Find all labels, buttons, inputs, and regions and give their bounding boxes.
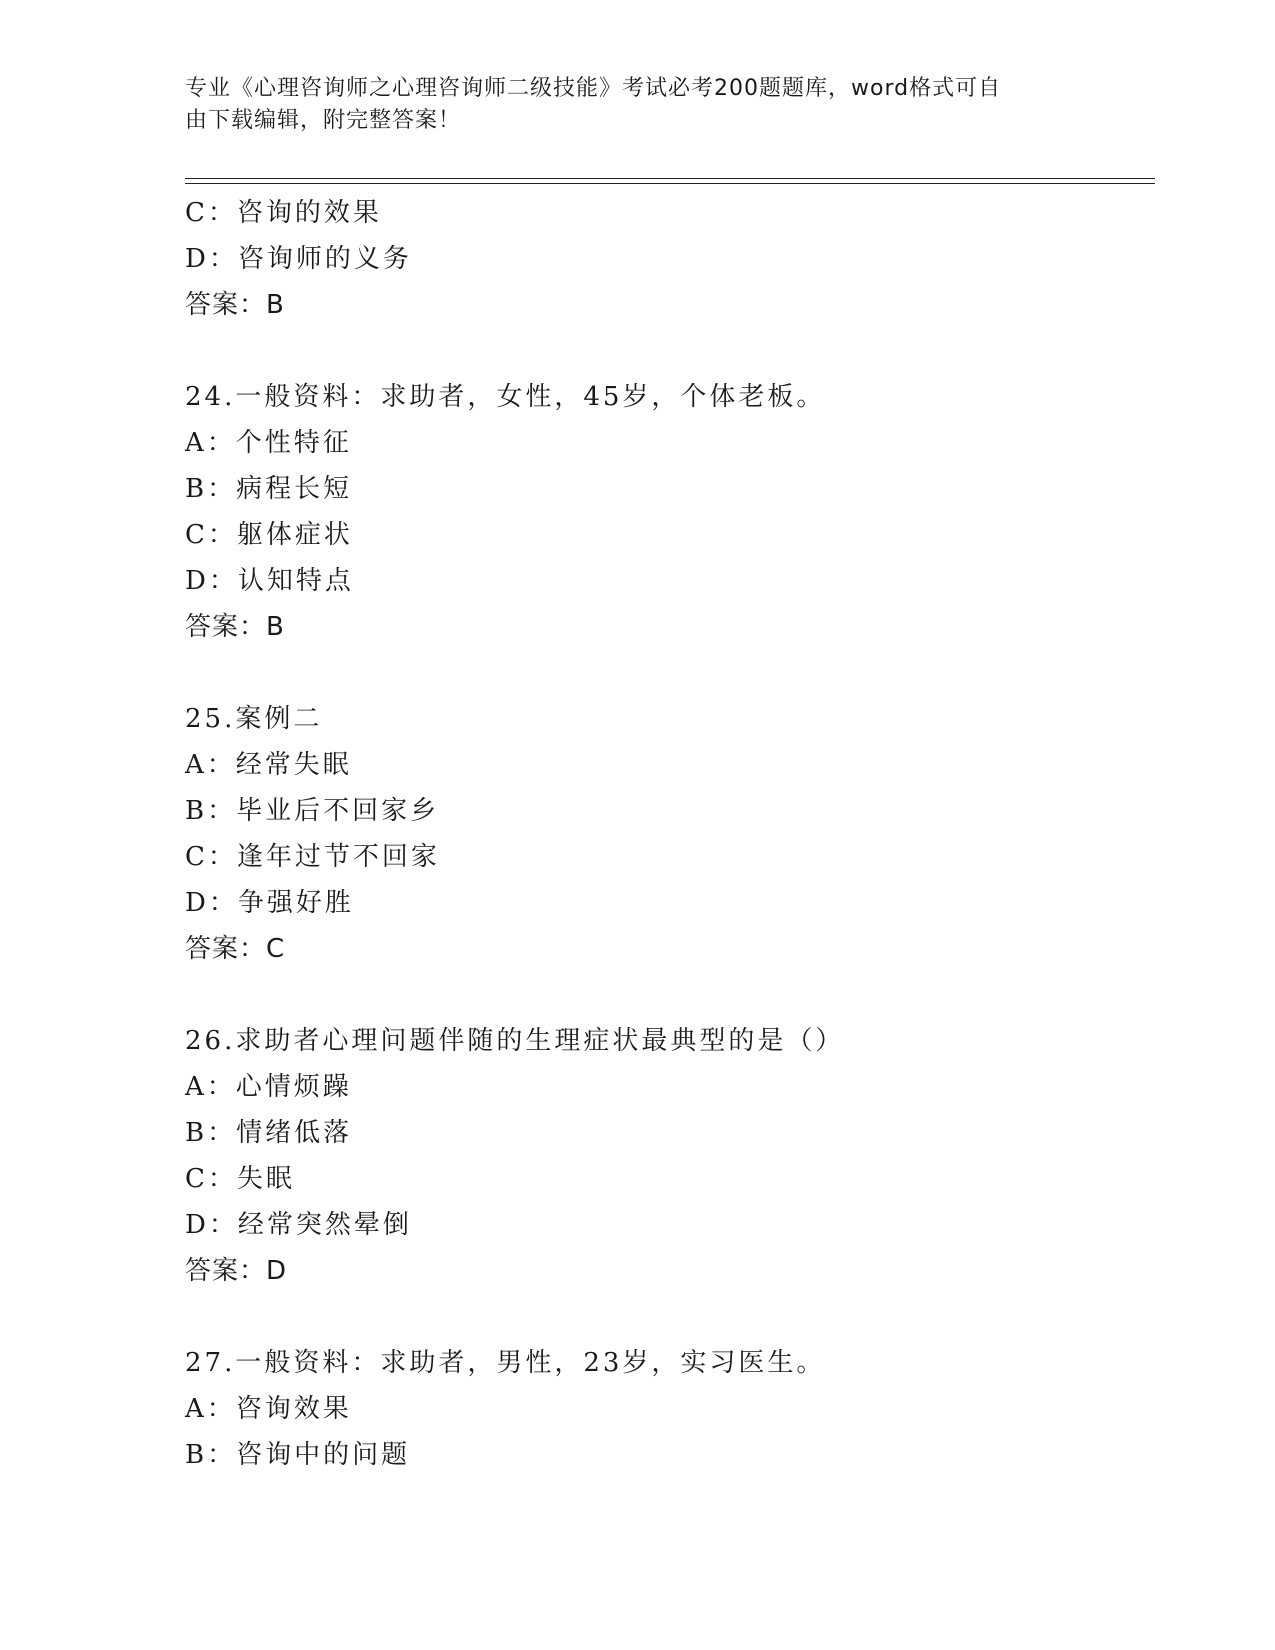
- header-divider-bottom: [185, 183, 1155, 184]
- option-a: A：个性特征: [185, 428, 352, 458]
- question-25: [185, 696, 1145, 972]
- option-c: C：失眠: [185, 1164, 295, 1194]
- option-a: A：经常失眠: [185, 750, 352, 780]
- option-a: A：心情烦躁: [185, 1072, 352, 1102]
- answer: 答案：B: [185, 612, 285, 642]
- question-23-continued: [185, 190, 1145, 328]
- document-header: [185, 73, 1065, 137]
- question-list: [185, 190, 1145, 1478]
- question-stem: 27.一般资料：求助者，男性，23岁，实习医生。: [185, 1348, 826, 1378]
- option-d: D：争强好胜: [185, 888, 354, 918]
- question-24: [185, 374, 1145, 650]
- question-stem: 26.求助者心理问题伴随的生理症状最典型的是（）: [185, 1026, 845, 1056]
- answer: 答案：C: [185, 934, 286, 964]
- answer: 答案：D: [185, 1256, 288, 1286]
- option-d: D：经常突然晕倒: [185, 1210, 412, 1240]
- option-c: C：咨询的效果: [185, 198, 382, 228]
- header-divider-top: [185, 178, 1155, 179]
- option-d: D：咨询师的义务: [185, 244, 412, 274]
- question-stem: 25.案例二: [185, 704, 323, 734]
- answer: 答案：B: [185, 290, 285, 320]
- option-c: C：躯体症状: [185, 520, 353, 550]
- header-line-1: 专业《心理咨询师之心理咨询师二级技能》考试必考200题题库，word格式可自: [185, 76, 1002, 101]
- option-c: C：逢年过节不回家: [185, 842, 440, 872]
- option-b: B：病程长短: [185, 474, 353, 504]
- option-a: A：咨询效果: [185, 1394, 352, 1424]
- option-b: B：毕业后不回家乡: [185, 796, 440, 826]
- header-line-2: 由下载编辑，附完整答案！: [185, 108, 462, 133]
- option-d: D：认知特点: [185, 566, 354, 596]
- question-27: [185, 1340, 1145, 1478]
- question-26: [185, 1018, 1145, 1294]
- option-b: B：咨询中的问题: [185, 1440, 411, 1470]
- question-stem: 24.一般资料：求助者，女性，45岁，个体老板。: [185, 382, 826, 412]
- option-b: B：情绪低落: [185, 1118, 353, 1148]
